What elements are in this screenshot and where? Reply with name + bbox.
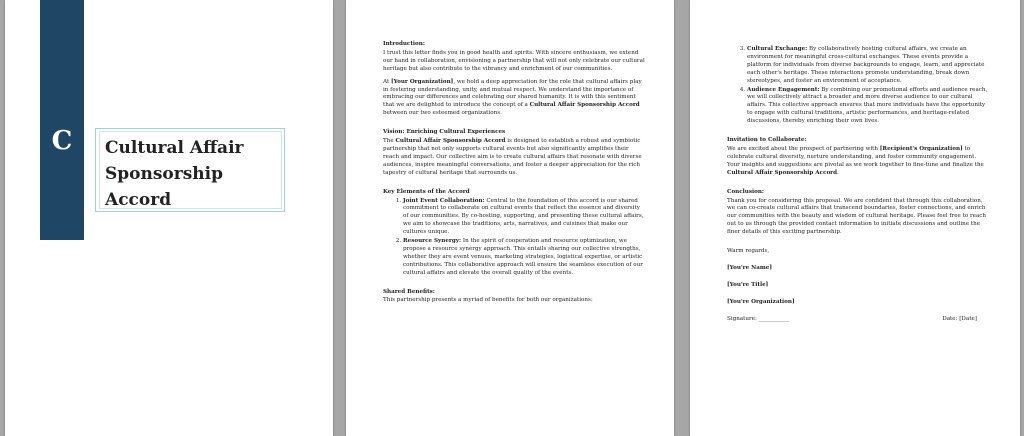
- invite-text-c: .: [837, 169, 839, 176]
- vision-text-a: The: [383, 138, 396, 145]
- invite-text-a: We are excited about the prospect of partnering with: [727, 145, 880, 152]
- vision-accord: Cultural Affair Sponsorship Accord: [395, 138, 506, 145]
- date-label: Date: [Date]: [942, 315, 977, 322]
- page-3-content: [727, 46, 989, 324]
- cover-title-line-1: Cultural Affair: [105, 138, 244, 158]
- conclusion-heading: Conclusion:: [727, 188, 764, 195]
- cover-page: [5, 0, 333, 436]
- intro-paragraph-1: I trust this letter finds you in good health and spirits. With sincere enthusiasm, we extend our hand in collaboration, envisioning a partnership that will not only celebrate our cultural heritage but also contribute to the vibrancy and enrichment of our communities.: [383, 49, 645, 72]
- vision-text-b: is designed to establish a robust and symbiotic partnership that not only supports cultural events but also significantly amplifies their reach and impact. Our collective aim is to create cultural affairs that resonate with diverse audiences, inspire meaningful conversations, and foster a deeper appreciation for the rich tapestry of cultural heritage that surrounds us.: [383, 138, 642, 176]
- title-frame-inner: [99, 131, 282, 209]
- list-item-text: In the spirit of cooperation and resource optimization, we propose a resource synergy approach. This entails sharing our collective strengths, whether they are event venues, marketing strategies, logistical expertise, or artistic contributions. This collaborative approach will ensure the seamless execution of our cultural affairs and elevate the overall quality of the events.: [403, 238, 643, 276]
- list-item: [403, 198, 645, 238]
- intro-p2-text-a: At: [383, 78, 391, 85]
- shared-benefits-text: This partnership presents a myriad of benefits for both our organizations:: [383, 297, 593, 304]
- key-elements-heading: Key Elements of the Accord: [383, 188, 470, 195]
- signer-title: [You're Title]: [727, 281, 769, 288]
- cover-accent-bar: [40, 0, 84, 240]
- conclusion-paragraph: Thank you for considering this proposal. We are confident that through this collaboration, we can co-create cultural affairs that transcend boundaries, foster connections, and enrich our communities with the beauty and wisdom of cultural heritage. Please feel free to reach out to us through the provided contact information to initiate discussions and outline the finer details of this exciting partnership.: [727, 197, 987, 236]
- list-item-title: Audience Engagement:: [747, 86, 820, 93]
- cover-title: [105, 135, 281, 213]
- signer-organization: [You're Organization]: [727, 298, 795, 305]
- list-item: [747, 87, 989, 127]
- list-item-title: Resource Synergy:: [403, 238, 462, 245]
- page-3: [690, 0, 1020, 436]
- closing-salutation: Warm regards,: [727, 248, 770, 255]
- page-2-content: [383, 41, 645, 310]
- list-item-text: By collaboratively hosting cultural affairs, we create an environment for meaningful cross-cultural exchanges. These events provide a platform for individuals from diverse backgrounds to engage, learn, and appreciate each other's heritage. These interactions promote understanding, break down stereotypes, and foster an environment of acceptance.: [747, 46, 985, 84]
- page-2: [346, 0, 674, 436]
- intro-p2-accord: Cultural Affair Sponsorship Accord: [529, 102, 640, 109]
- intro-p2-text-b: , we hold a deep appreciation for the role that cultural affairs play in fostering understanding, unity, and mutual respect. We understand the importance of embracing our differences and celebrating our shared humanity. It is with this sentiment that we are delighted to introduce the concept of a: [383, 78, 642, 109]
- cover-initial: C: [51, 126, 73, 156]
- invite-accord: Cultural Affair Sponsorship Accord: [727, 169, 838, 176]
- list-item: [403, 238, 645, 278]
- invite-text-b: to celebrate cultural diversity, nurture understanding, and foster community engagement. Your insights and suggestions are pivotal as we work together to fine-tune and finalize the: [727, 145, 984, 168]
- cover-title-line-2: Sponsorship: [105, 164, 224, 184]
- list-item: [747, 46, 989, 86]
- signature-row: [727, 316, 977, 324]
- invitation-heading: Invitation to Collaborate:: [727, 137, 807, 144]
- key-elements-list: [383, 198, 645, 278]
- intro-heading: Introduction:: [383, 41, 425, 47]
- invitation-paragraph: [727, 146, 989, 178]
- intro-p2-org: [Your Organization]: [390, 78, 454, 85]
- intro-paragraph-2: [383, 79, 645, 119]
- intro-p2-text-c: between our two esteemed organizations.: [383, 110, 502, 117]
- signature-label: Signature: ___________: [727, 315, 790, 322]
- signer-name: [You're Name]: [727, 264, 772, 271]
- list-item-text: By combining our promotional efforts and audience reach, we will collectively attract a broader and more diverse audience to our cultural affairs. This collective approach ensures that more individuals have the opportunity to engage with cultural traditions, artistic performances, and heritage-related discussions, thereby enriching their own lives.: [747, 86, 988, 125]
- list-item-title: Cultural Exchange:: [747, 46, 808, 52]
- cover-title-line-3: Accord: [105, 190, 172, 210]
- vision-heading: Vision: Enriching Cultural Experiences: [383, 129, 506, 136]
- shared-benefits-heading: Shared Benefits:: [383, 288, 435, 295]
- list-item-title: Joint Event Collaboration:: [403, 197, 485, 204]
- vision-paragraph: [383, 138, 645, 178]
- benefits-list: [727, 46, 989, 126]
- invite-org: [Recipient's Organization]: [879, 145, 963, 152]
- list-item-text: Central to the foundation of this accord is our shared commitment to collaborate on cultural events that reflect the essence and diversity of our communities. By co-hosting, supporting, and presenting these cultural affairs, we aim to showcase the traditions, arts, narratives, and cuisines that make our cultures unique.: [403, 197, 644, 236]
